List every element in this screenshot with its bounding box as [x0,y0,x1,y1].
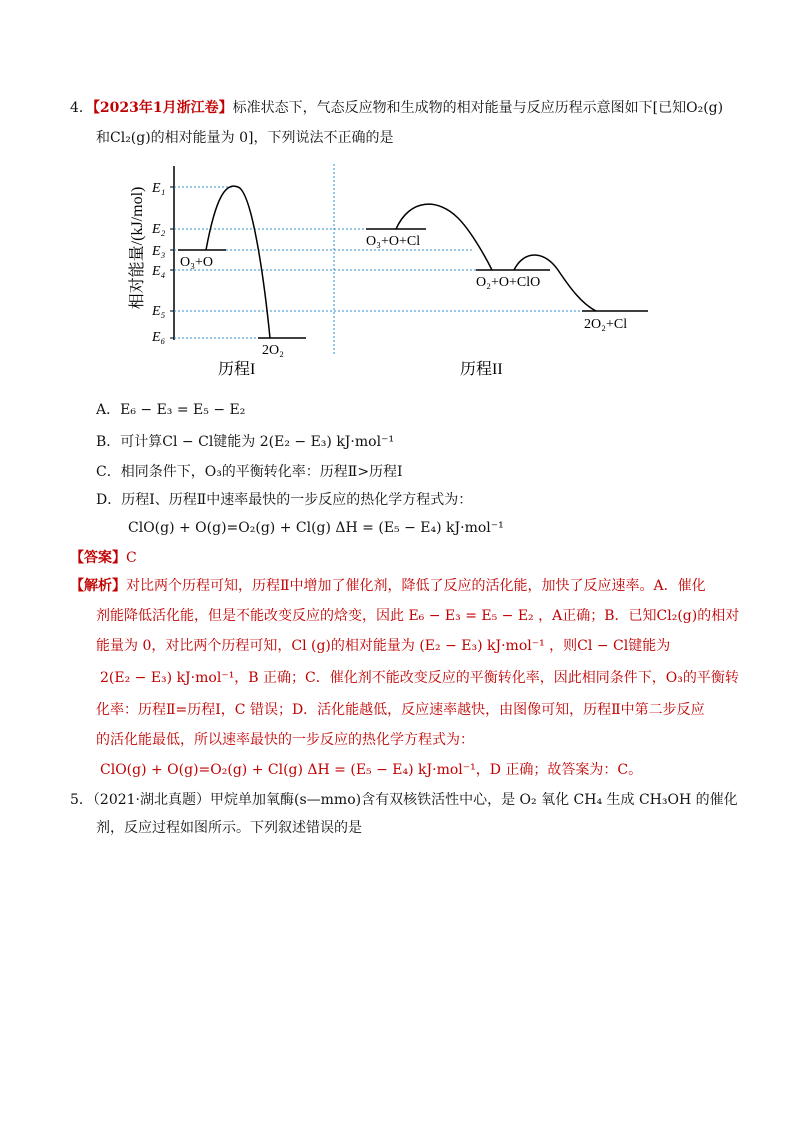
q4-stem-line2: 和Cl₂(g)的相对能量为 0]，下列说法不正确的是 [96,130,394,146]
option-d: D．历程Ⅰ、历程Ⅱ中速率最快的一步反应的热化学方程式为： [96,492,473,508]
q4-stem-text1: 标准状态下，气态反应物和生成物的相对能量与反应历程示意图如下[已知O₂(g) [232,100,724,116]
q4-number: 4． [70,100,93,116]
level-e4: E₄ [152,264,166,279]
answer-line [70,548,137,568]
path1-label: 历程I [218,361,256,378]
option-d-equation: ClO(g) + O(g)=O₂(g) + Cl(g) ΔH = (E₅ − E₄) kJ·mol⁻¹ [128,520,504,536]
q4-stem-line1 [70,98,723,118]
analysis-line-6: 的活化能最低，所以速率最快的一步反应的热化学方程式为： [96,732,474,748]
analysis-line-2: 剂能降低活化能，但是不能改变反应的焓变，因此 E₆ − E₃ = E₅ − E₂ ，A正确；B．已知Cl₂(g)的相对 [96,608,740,624]
path2-product-label: 2O₂+Cl [584,317,628,332]
q5-line1 [70,790,738,810]
path2-label: 历程II [460,361,503,378]
path1-reactant-label: O₃+O [180,255,213,270]
analysis-line-5: 化率：历程Ⅱ=历程Ⅰ，C 错误；D．活化能越低，反应速率越快，由图像可知，历程Ⅱ中第二步反应 [96,702,705,718]
path1-product-label: 2O₂ [262,343,284,358]
level-e5: E₅ [152,304,166,319]
guide-lines [174,164,588,354]
option-b: B．可计算Cl − Cl键能为 2(E₂ − E₃) kJ·mol⁻¹ [96,434,395,450]
analysis-line-3: 能量为 0，对比两个历程可知，Cl (g)的相对能量为 (E₂ − E₃) kJ·mol⁻¹ ，则Cl − Cl键能为 [96,638,671,654]
q5-number: 5． [70,792,93,808]
analysis-line-7: ClO(g) + O(g)=O₂(g) + Cl(g) ΔH = (E₅ − E₄) kJ·mol⁻¹，D 正确；故答案为：C。 [100,762,643,778]
level-e1: E₁ [152,181,166,196]
path2-reactant-label: O₃+O+Cl [366,234,421,249]
energy-diagram [120,158,660,384]
level-e3: E₃ [152,244,166,259]
q5-line2: 剂，反应过程如图所示。下列叙述错误的是 [96,820,362,836]
path2-intermediate-label: O₂+O+ClO [476,275,541,290]
answer-value: C [126,550,137,566]
y-axis-label: 相对能量/(kJ/mol) [129,186,146,310]
level-e2: E₂ [152,222,166,237]
analysis-text-1: 对比两个历程可知，历程Ⅱ中增加了催化剂，降低了反应的活化能，加快了反应速率。A．催化 [126,578,706,594]
q4-source: 【2023年1月浙江卷】 [92,100,233,116]
answer-tag: 【答案】 [70,550,126,566]
level-e6: E₆ [152,330,166,345]
analysis-line-4: 2(E₂ − E₃) kJ·mol⁻¹，B 正确；C．催化剂不能改变反应的平衡转化率，因此相同条件下，O₃的平衡转 [100,670,739,686]
option-c: C．相同条件下，O₃的平衡转化率：历程Ⅱ>历程Ⅰ [96,464,403,480]
q5-text1: （2021·湖北真题）甲烷单加氧酶(s—mmo)含有双核铁活性中心，是 O₂ 氧化 CH₄ 生成 CH₃OH 的催化 [92,792,738,808]
path2-curve [366,204,648,311]
analysis-tag: 【解析】 [70,578,126,594]
analysis-line-1 [70,576,706,596]
option-a: A．E₆ − E₃ = E₅ − E₂ [96,402,246,418]
